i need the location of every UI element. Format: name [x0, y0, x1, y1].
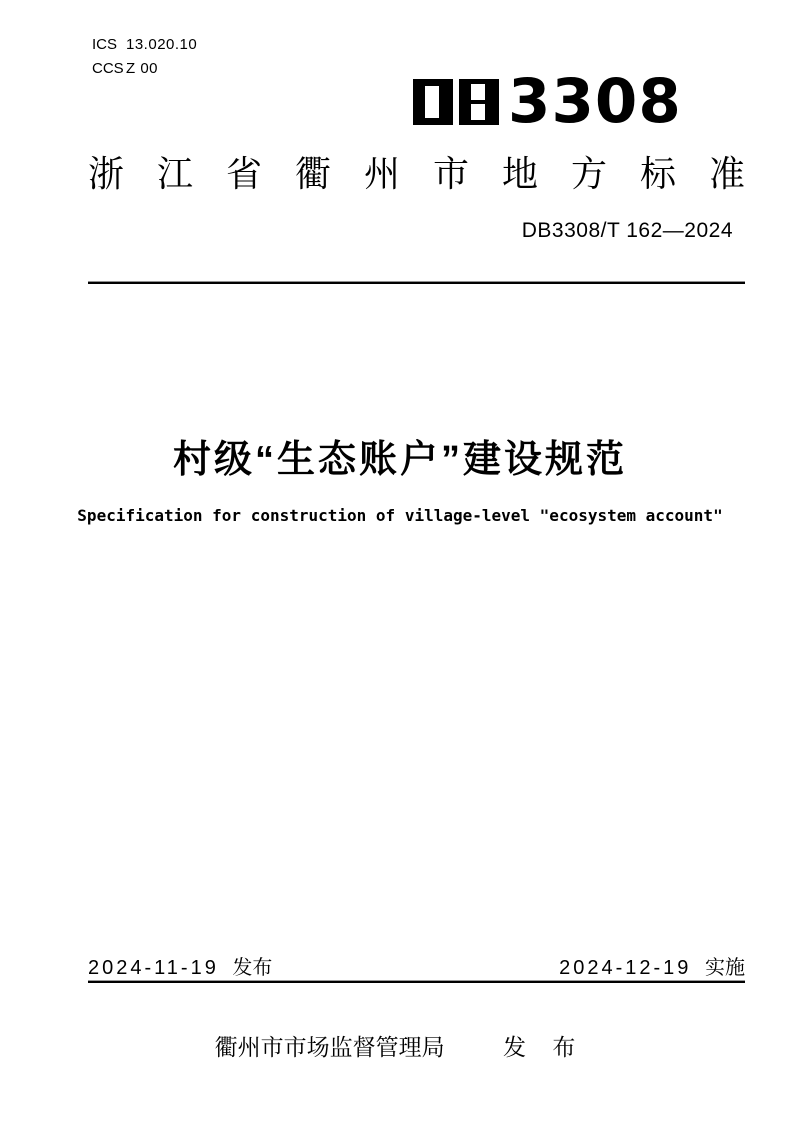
header-divider — [88, 281, 745, 284]
ics-value: 13.020.10 — [126, 36, 198, 53]
ics-label: ICS — [92, 36, 118, 53]
publish-label: 发 布 — [503, 1034, 586, 1060]
ccs-value: Z 00 — [126, 60, 159, 77]
implement-date-group — [559, 951, 745, 980]
standard-type-title: 浙江省衢州市地方标准 — [88, 153, 745, 194]
implement-date: 2024-12-19 — [559, 957, 692, 979]
issue-date: 2024-11-19 — [88, 957, 219, 979]
publisher-name: 衢州市市场监督管理局 — [214, 1034, 445, 1060]
dates-row — [88, 951, 745, 980]
ccs-row — [92, 60, 197, 77]
issue-date-group — [88, 951, 272, 980]
implement-label: 实施 — [705, 957, 745, 979]
issue-label: 发布 — [232, 957, 273, 979]
ics-row — [92, 36, 197, 53]
publisher-row — [0, 1029, 800, 1062]
footer-divider — [88, 980, 745, 983]
classification-codes — [92, 36, 197, 84]
db-logo — [413, 66, 682, 137]
document-title-zh: 村级“生态账户”建设规范 — [172, 439, 627, 481]
db-logo-icon — [413, 79, 501, 125]
ccs-label: CCS — [92, 60, 124, 77]
standard-number: DB3308/T 162—2024 — [521, 219, 733, 242]
db-logo-number: 3308 — [508, 66, 682, 137]
document-title-en: Specification for construction of village-level "ecosystem account" — [77, 506, 723, 525]
